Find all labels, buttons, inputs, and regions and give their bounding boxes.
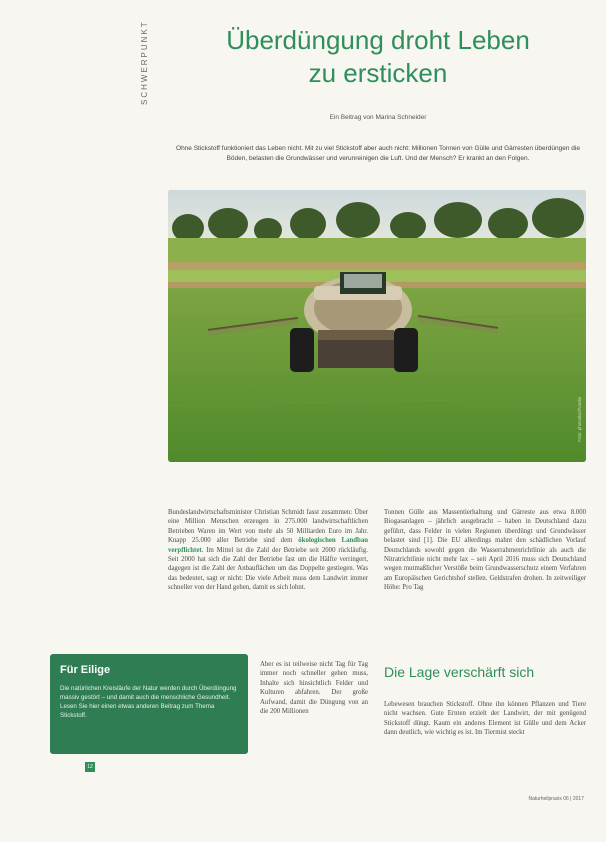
body-paragraph-3: Tonnen Gülle aus Massentierhaltung und Gärreste aus etwa 8.000 Biogasanlagen – jährlich ausgebracht – haben in Deutschland dazu geführt, dass Felder in vielen Regionen überdüngt und Grundwässer belastet sind [1]. Die EU allerdings mahnt den schädlichen Vorlauf Deutschlands sowohl gegen die Wasserrahmenrichtlinie als auch die Nitratrichtlinie nicht mehr lax – seit April 2016 muss sich Deutschland wegen mutmaßlicher Verstöße beim Grundwasserschutz einem Verfahren am Europäischen Gerichtshof stellen. Geldstrafen drohen. In zeitweiliger Höhe: Pro Tag [384,509,586,592]
body-paragraph-1: Bundeslandwirtschaftsminister Christian Schmidt fasst zusammen: Über eine Million Menschen erzeugen in 275.000 landwirtschaftlichen Betrieben Waren im Wert von mehr als 50 Milliarden Euro im Jahr. Knapp 25.000 aller Betriebe sind dem ökologischen Landbau verpflichtet. Im Mittel ist die Zahl der Betriebe seit 2000 rückläufig. Seit 2000 hat sich die Zahl der Betriebe fast um die Hälfte verringert, dagegen ist die Zahl der Anbauflächen um das Doppelte gestiegen. Was das bedeutet, sagt er nicht: Die viele Arbeit muss dem Landwirt immer schneller von der Hand gehen, damit es sich lohnt. [168,509,368,592]
highlight-organic-farming: ökologischen Landbau verpflichtet [168,537,368,554]
summary-box-heading: Für Eilige [60,664,111,676]
summary-box-text: Die natürlichen Kreisläufe der Natur werden durch Überdüngung massiv gestört – und damit auch die menschliche Gesundheit. Lesen Sie hier einen etwas anderen Beitrag zum Thema Stickstoff. [60,685,237,719]
body-column-left-continued [260,660,368,716]
summary-box [50,654,248,754]
body-column-right [384,508,586,593]
article-title [170,24,586,90]
tractor-field-photo [168,190,586,462]
intro-text: Ohne Stickstoff funktioniert das Leben nicht. Mit zu viel Stickstoff aber auch nicht: Millionen Tonnen von Gülle und Gärresten überdüngen die Böden, belasten die Grundwässer und verunreinigen die Luft. Und der Mensch? Er krankt an den Folgen. [176,145,580,162]
byline: Ein Beitrag von Marina Schneider [329,114,427,121]
photo-credit: Foto: photodoc/Fotolia [577,397,582,442]
body-paragraph-4: Lebewesen brauchen Stickstoff. Ohne ihn können Pflanzen und Tiere nicht wachsen. Gute Ernten erzielt der Landwirt, der mit genügend Stickstoff düngt. Kaum ein anderes Element ist Gülle und dem Acker dann deutlich, wie wichtig es ist. Im Tiermist steckt [384,701,586,737]
subheading: Die Lage verschärft sich [384,664,535,680]
title-line-2: zu ersticken [308,58,448,88]
body-column-left [168,508,368,593]
footer-issue: Naturheilpraxis 06 | 2017 [528,796,584,802]
section-label: SCHWERPUNKT [140,20,149,105]
body-paragraph-2: Aber es ist teilweise nicht Tag für Tag immer noch schneller gehen muss, Inhalte sich hinsichtlich Felder und Kulturen abfahren. Der große Aufwand, damit die Düngung von an die 200 Millionen [260,661,368,716]
title-line-1: Überdüngung droht Leben [226,25,530,55]
body-column-right-continued [384,700,586,738]
photo-illustration [168,190,586,462]
page-number: 12 [85,762,95,772]
